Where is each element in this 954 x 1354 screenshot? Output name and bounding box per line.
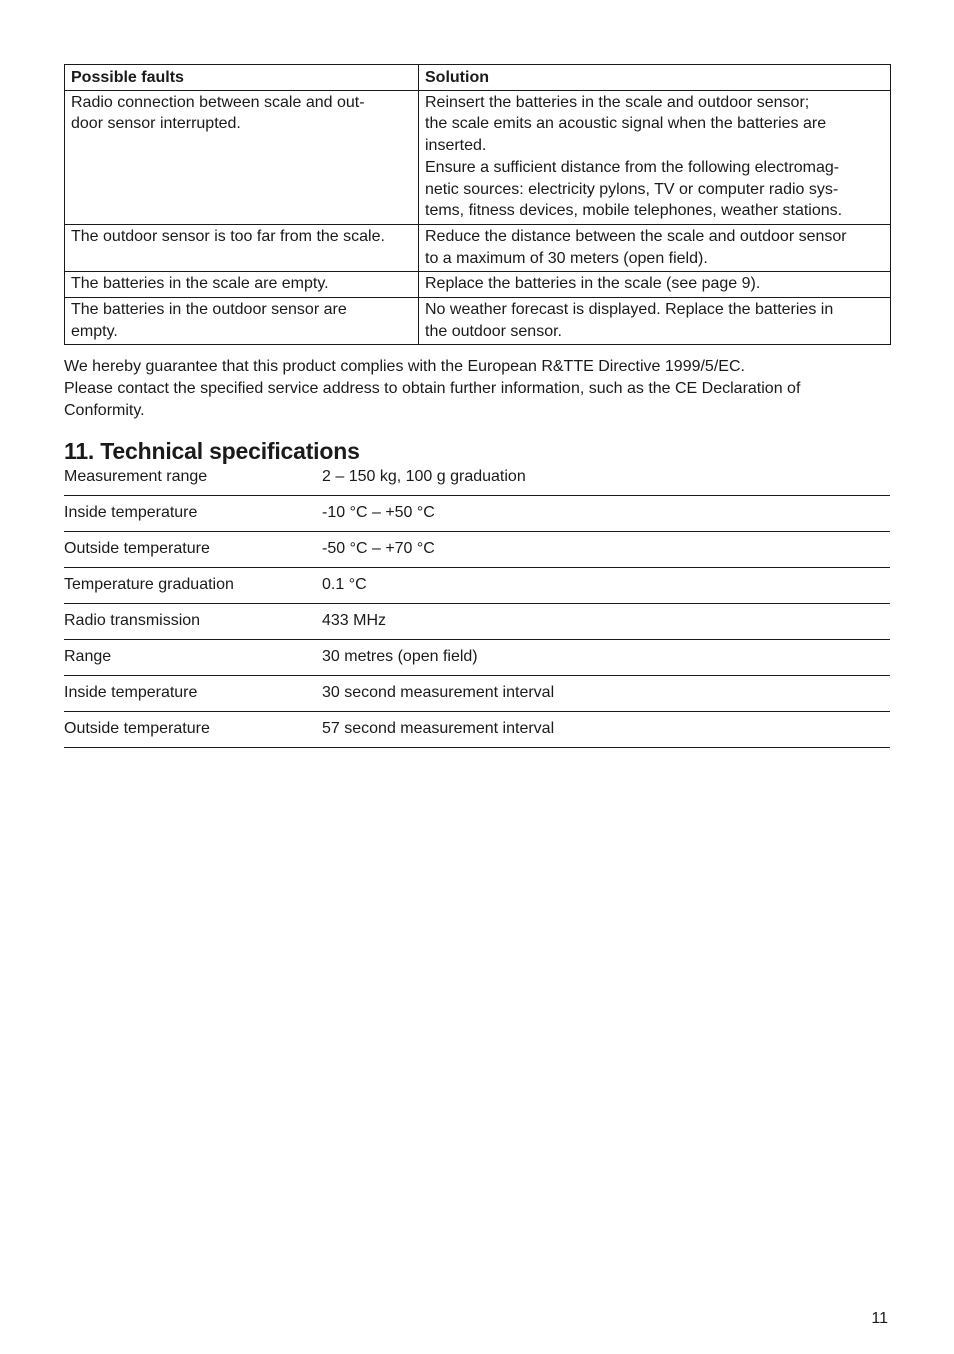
- solution-text: the outdoor sensor.: [425, 322, 562, 340]
- spec-label: Range: [64, 647, 112, 665]
- conformity-notice: [64, 356, 890, 421]
- section-title: 11. Technical specifications: [64, 437, 360, 464]
- spec-label: Outside temperature: [64, 539, 210, 557]
- fault-text: The batteries in the outdoor sensor are: [71, 301, 347, 319]
- spec-value: -10 °C – +50 °C: [322, 503, 435, 521]
- fault-cell: [65, 90, 419, 224]
- spec-value: 2 – 150 kg, 100 g graduation: [322, 467, 526, 485]
- spec-row: [64, 676, 890, 712]
- fault-cell: [65, 298, 419, 345]
- fault-text: empty.: [71, 322, 118, 340]
- solution-text: the scale emits an acoustic signal when the batteries are: [425, 115, 827, 133]
- specs-list: [64, 467, 890, 748]
- spec-label: Temperature graduation: [64, 575, 234, 593]
- solution-text: Ensure a sufficient distance from the following electromag-: [425, 158, 840, 176]
- notice-line: We hereby guarantee that this product complies with the European R&TTE Directive 1999/5/EC.: [64, 358, 745, 376]
- fault-text: Radio connection between scale and out-: [71, 93, 365, 111]
- spec-label: Radio transmission: [64, 611, 201, 629]
- header-possible-faults: Possible faults: [65, 65, 419, 91]
- spec-row: [64, 467, 890, 496]
- spec-value: 0.1 °C: [322, 575, 367, 593]
- solution-cell: [419, 224, 891, 271]
- header-solution: Solution: [419, 65, 891, 91]
- spec-row: [64, 604, 890, 640]
- table-row: [65, 272, 891, 298]
- solution-text: netic sources: electricity pylons, TV or computer radio sys-: [425, 180, 839, 198]
- spec-label: Inside temperature: [64, 503, 198, 521]
- solution-cell: [419, 272, 891, 298]
- document-page: [64, 64, 890, 748]
- spec-value: 57 second measurement interval: [322, 719, 555, 737]
- spec-row: [64, 712, 890, 748]
- fault-cell: [65, 272, 419, 298]
- spec-label: Outside temperature: [64, 719, 210, 737]
- spec-row: [64, 640, 890, 676]
- spec-row: [64, 568, 890, 604]
- solution-text: Reinsert the batteries in the scale and outdoor sensor;: [425, 93, 810, 111]
- table-header-row: [65, 65, 891, 91]
- spec-row: [64, 496, 890, 532]
- page-number: 11: [871, 1310, 888, 1327]
- notice-line: Conformity.: [64, 401, 145, 419]
- notice-line: Please contact the specified service address to obtain further information, such as the CE Declaration of: [64, 380, 801, 398]
- solution-cell: [419, 298, 891, 345]
- fault-cell: [65, 224, 419, 271]
- table-row: [65, 298, 891, 345]
- spec-label: Inside temperature: [64, 683, 198, 701]
- spec-value: 30 second measurement interval: [322, 683, 555, 701]
- solution-text: tems, fitness devices, mobile telephones, weather stations.: [425, 202, 843, 220]
- table-row: [65, 90, 891, 224]
- fault-text: The batteries in the scale are empty.: [71, 275, 329, 293]
- solution-cell: [419, 90, 891, 224]
- spec-label: Measurement range: [64, 467, 208, 485]
- fault-text: door sensor interrupted.: [71, 115, 241, 133]
- faults-table: [64, 64, 891, 345]
- fault-text: The outdoor sensor is too far from the scale.: [71, 227, 385, 245]
- solution-text: Replace the batteries in the scale (see page 9).: [425, 275, 761, 293]
- spec-value: -50 °C – +70 °C: [322, 539, 435, 557]
- spec-value: 433 MHz: [322, 611, 387, 629]
- solution-text: Reduce the distance between the scale and outdoor sensor: [425, 227, 847, 245]
- solution-text: No weather forecast is displayed. Replace the batteries in: [425, 301, 834, 319]
- solution-text: to a maximum of 30 meters (open field).: [425, 249, 708, 267]
- spec-row: [64, 532, 890, 568]
- solution-text: inserted.: [425, 137, 487, 155]
- table-row: [65, 224, 891, 271]
- spec-value: 30 metres (open field): [322, 647, 478, 665]
